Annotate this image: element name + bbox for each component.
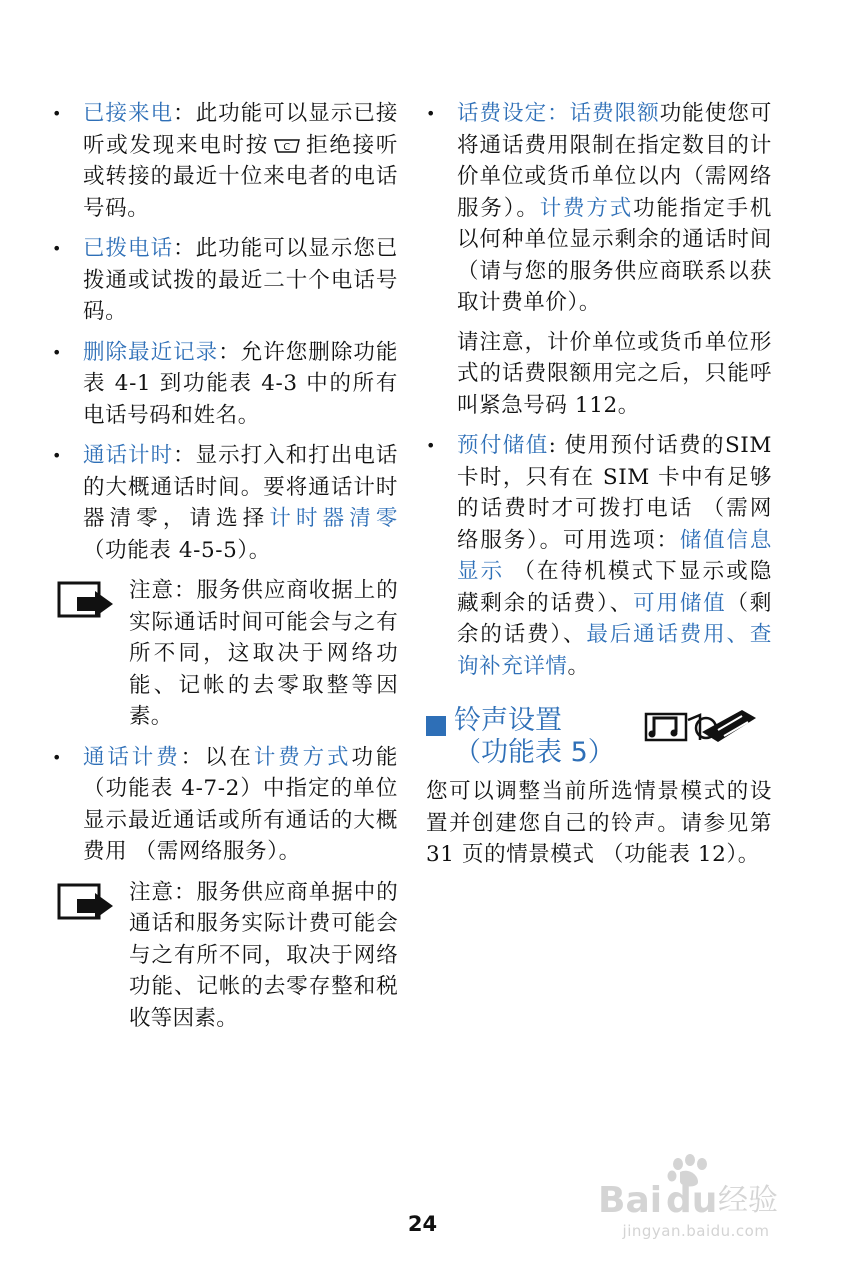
item-text: 话费设定：话费限额功能使您可将通话费用限制在指定数目的计价单位或货币单位以内（需网络服务）。计费方式功能指定手机以何种单位显示剩余的通话时间 （请与您的服务供应商联系以获取计费单价）。: [457, 101, 773, 315]
term-cost-settings: 话费设定: [457, 101, 548, 126]
item-text: 已接来电：此功能可以显示已接听或发现来电时按 C 拒绝接听或转接的最近十位来电者的电话号码。: [83, 101, 398, 221]
section-title: 铃声设置: [454, 705, 562, 736]
ringtone-menu-icon: [642, 706, 760, 746]
section-square-icon: [426, 716, 446, 736]
section-heading-tones: [426, 705, 772, 768]
list-item-received-calls: [52, 98, 398, 224]
list-item-delete-recent: [52, 337, 398, 432]
right-column: [426, 98, 772, 871]
svg-text:Bai: Bai: [598, 1180, 663, 1220]
note-label: 注意: [129, 879, 174, 905]
bullet: •: [426, 436, 436, 455]
note-call-billing: [52, 877, 398, 1035]
term-dialled-numbers: 已拨电话: [83, 236, 174, 261]
note-hand-icon: [57, 580, 115, 620]
term-charging-method: 计费方式: [539, 195, 634, 221]
note-call-time: [52, 575, 398, 733]
item-text: 预付储值: 使用预付话费的SIM卡时，只有在 SIM 卡中有足够的话费时才可拨打电话 （需网络服务）。可用选项：储值信息显示 （在待机模式下显示或隐藏剩余的话费）、可用储值（剩余的话费）、最后通话费用、查询补充详情。: [457, 433, 773, 679]
bullet: •: [52, 747, 62, 767]
svg-text:du: du: [666, 1180, 718, 1220]
option-credit-info: 储值信息显示: [457, 527, 772, 584]
left-column: [52, 98, 398, 1043]
note-text: 注意：服务供应商收据上的实际通话时间可能会与之有所不同，这取决于网络功能、记帐的去零取整等因素。: [129, 578, 399, 729]
item-text: 已拨电话：此功能可以显示您已拨通或试拨的最近二十个电话号码。: [83, 236, 398, 324]
option-query-details: 查询补充详情: [457, 622, 772, 679]
clear-key-icon: [272, 137, 302, 155]
paragraph: 请注意，计价单位或货币单位形式的话费限额用完之后，只能呼叫紧急号码 112。: [457, 329, 772, 418]
term-received-calls: 已接来电: [83, 101, 174, 126]
item-text: 删除最近记录：允许您删除功能表 4-1 到功能表 4-3 中的所有电话号码和姓名。: [83, 339, 398, 428]
list-item-dialled-numbers: [52, 233, 398, 328]
item-text: 通话计时：显示打入和打出电话的大概通话时间。要将通话计时器清零，请选择计时器清零 （功能表 4-5-5）。: [83, 443, 398, 563]
term-clear-timers: 计时器清零: [269, 506, 398, 531]
svg-text:C: C: [283, 141, 291, 153]
bullet: •: [52, 239, 62, 258]
term-call-duration: 通话计时: [83, 443, 174, 468]
term-cost-limit: 话费限额: [569, 101, 660, 126]
term-call-costs: 通话计费: [83, 744, 181, 770]
list-item-prepaid-credit: [426, 430, 772, 682]
item-text: 通话计费：以在计费方式功能（功能表 4-7-2）中指定的单位显示最近通话或所有通话的大概费用 （需网络服务）。: [83, 744, 398, 864]
note-label: 注意: [129, 578, 174, 603]
baidu-jingyan-watermark-logo: [596, 1150, 796, 1220]
option-available-credit: 可用储值: [633, 590, 727, 616]
page-number: 24: [407, 1212, 438, 1236]
term-prepaid-credit: 预付储值: [457, 433, 549, 458]
term-charging-method: 计费方式: [253, 744, 352, 770]
svg-text:经验: 经验: [718, 1183, 778, 1218]
cost-limit-note: [426, 327, 772, 422]
list-item-cost-settings: [426, 98, 772, 319]
note-text: 注意：服务供应商单据中的通话和服务实际计费可能会与之有所不同，取决于网络功能、记帐的去零存整和税收等因素。: [129, 879, 399, 1031]
bullet: •: [52, 446, 62, 465]
section-body: 您可以调整当前所选情景模式的设置并创建您自己的铃声。请参见第 31 页的情景模式 （功能表 12）。: [426, 779, 772, 867]
term-delete-recent: 删除最近记录: [83, 339, 219, 365]
option-last-event-cost: 最后通话费用: [586, 622, 727, 647]
watermark-url: jingyan.baidu.com: [622, 1222, 770, 1240]
bullet: •: [52, 342, 62, 362]
list-item-call-costs: [52, 742, 398, 868]
list-item-call-duration: [52, 440, 398, 566]
section-subtitle: （功能表 5）: [454, 737, 615, 768]
note-hand-icon: [57, 882, 115, 922]
bullet: •: [426, 104, 436, 123]
bullet: •: [52, 104, 62, 123]
